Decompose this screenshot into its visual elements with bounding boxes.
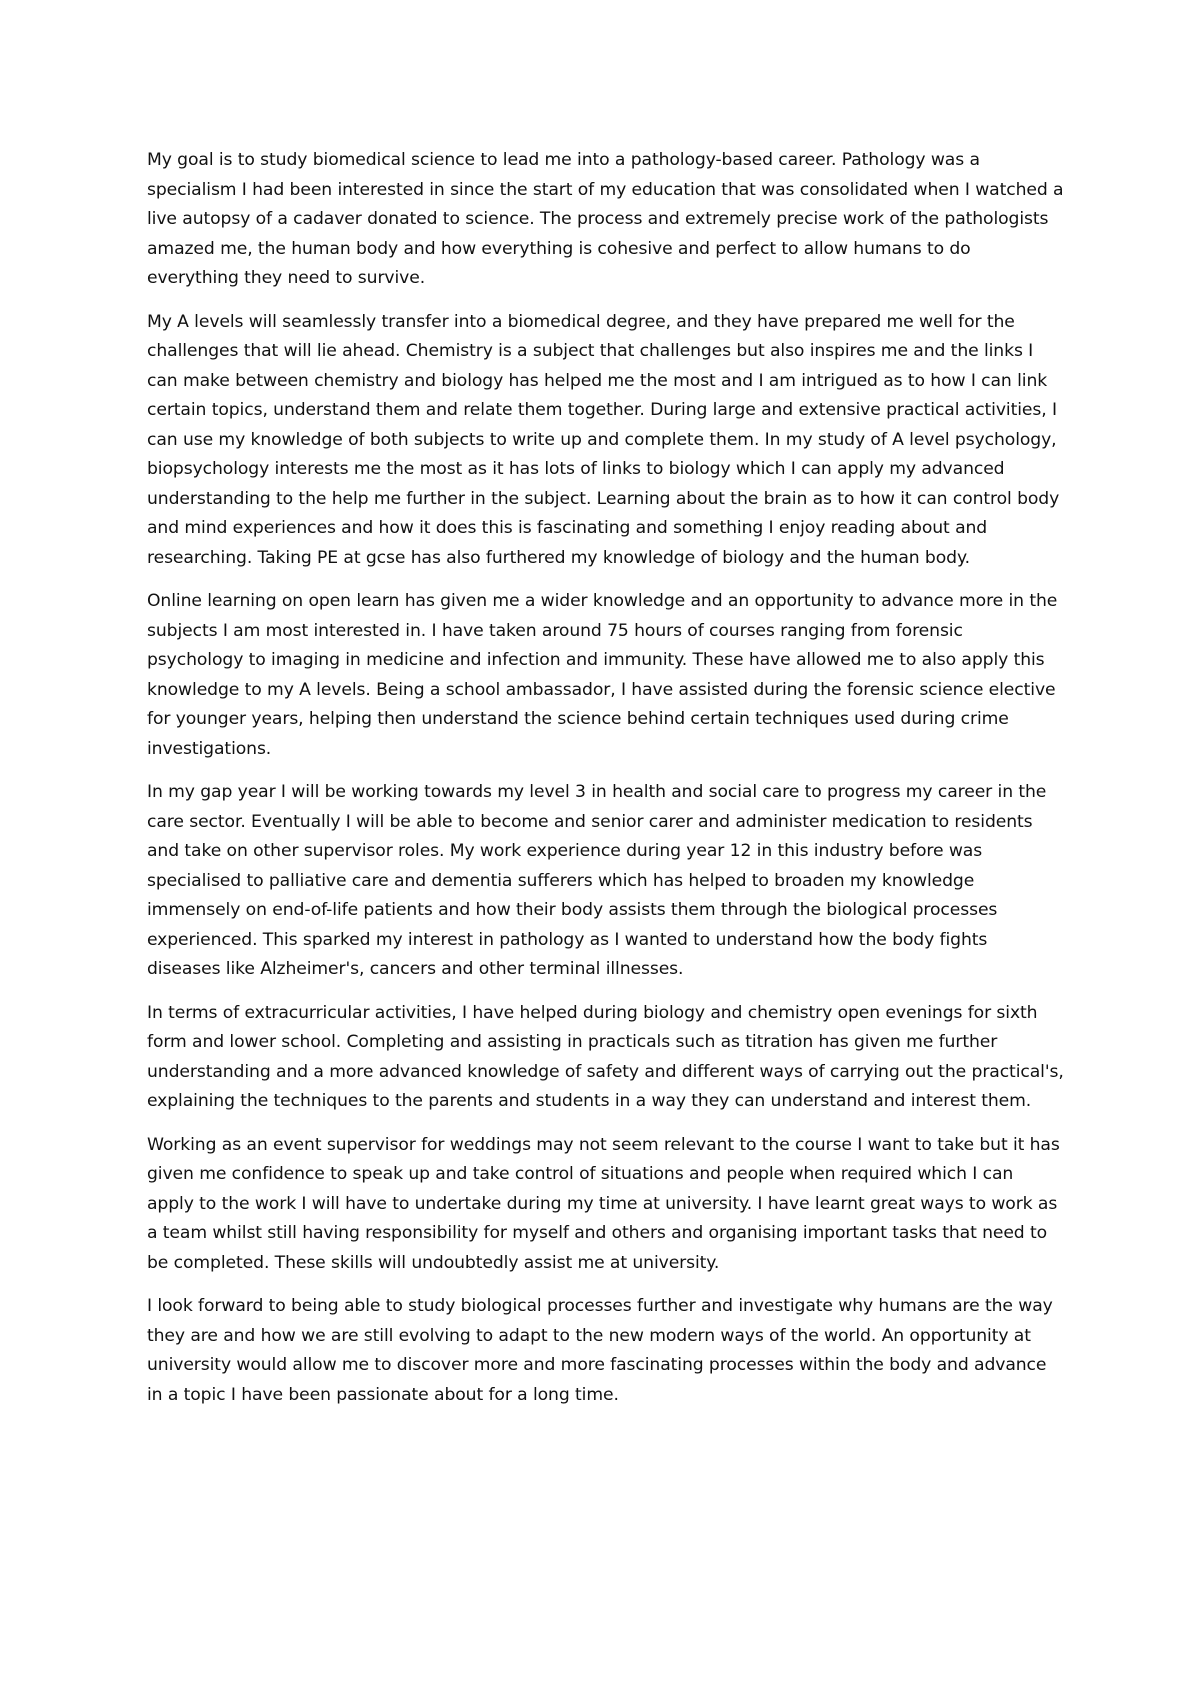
paragraph-3: Online learning on open learn has given me a wider knowledge and an opportunity to advance more in the subjects I am most interested in. I have taken around 75 hours of courses ranging from forensic psychology to imaging in medicine and infection and immunity. These have allowed me to also apply this knowledge to my A levels. Being a school ambassador, I have assisted during the forensic science elective for younger years, helping then understand the science behind certain techniques used during crime investigations. — [147, 591, 1058, 759]
paragraph-6: Working as an event supervisor for weddings may not seem relevant to the course I want to take but it has given me confidence to speak up and take control of situations and people when required which I can apply to the work I will have to undertake during my time at university. I have learnt great ways to work as a team whilst still having responsibility for myself and others and organising important tasks that need to be completed. These skills will undoubtedly assist me at university. — [147, 1134, 1060, 1273]
paragraph-5: In terms of extracurricular activities, I have helped during biology and chemistry open evenings for sixth form and lower school. Completing and assisting in practicals such as titration has given me further understanding and a more advanced knowledge of safety and different ways of carrying out the practical's, explaining the techniques to the parents and students in a way they can understand and interest them. — [147, 1002, 1064, 1111]
paragraph-2: My A levels will seamlessly transfer into a biomedical degree, and they have prepared me well for the challenges that will lie ahead. Chemistry is a subject that challenges but also inspires me and the links I can make between chemistry and biology has helped me the most and I am intrigued as to how I can link certain topics, understand them and relate them together. During large and extensive practical activities, I can use my knowledge of both subjects to write up and complete them. In my study of A level psychology, biopsychology interests me the most as it has lots of links to biology which I can apply my advanced understanding to the help me further in the subject. Learning about the brain as to how it can control body and mind experiences and how it does this is fascinating and something I enjoy reading about and researching. Taking PE at gcse has also furthered my knowledge of biology and the human body. — [147, 311, 1060, 568]
paragraph-4: In my gap year I will be working towards my level 3 in health and social care to progress my career in the care sector. Eventually I will be able to become and senior carer and administer medication to residents and take on other supervisor roles. My work experience during year 12 in this industry before was specialised to palliative care and dementia sufferers which has helped to broaden my knowledge immensely on end-of-life patients and how their body assists them through the biological processes experienced. This sparked my interest in pathology as I wanted to understand how the body fights diseases like Alzheimer's, cancers and other terminal illnesses. — [147, 782, 1047, 979]
paragraph-1: My goal is to study biomedical science to lead me into a pathology-based career. Pathology was a specialism I had been interested in since the start of my education that was consolidated when I watched a live autopsy of a cadaver donated to science. The process and extremely precise work of the pathologists amazed me, the human body and how everything is cohesive and perfect to allow humans to do everything they need to survive. — [147, 150, 1064, 288]
paragraph-7: I look forward to being able to study biological processes further and investigate why humans are the way they are and how we are still evolving to adapt to the new modern ways of the world. An opportunity at university would allow me to discover more and more fascinating processes within the body and advance in a topic I have been passionate about for a long time. — [147, 1296, 1053, 1405]
document-body — [147, 146, 1064, 1424]
